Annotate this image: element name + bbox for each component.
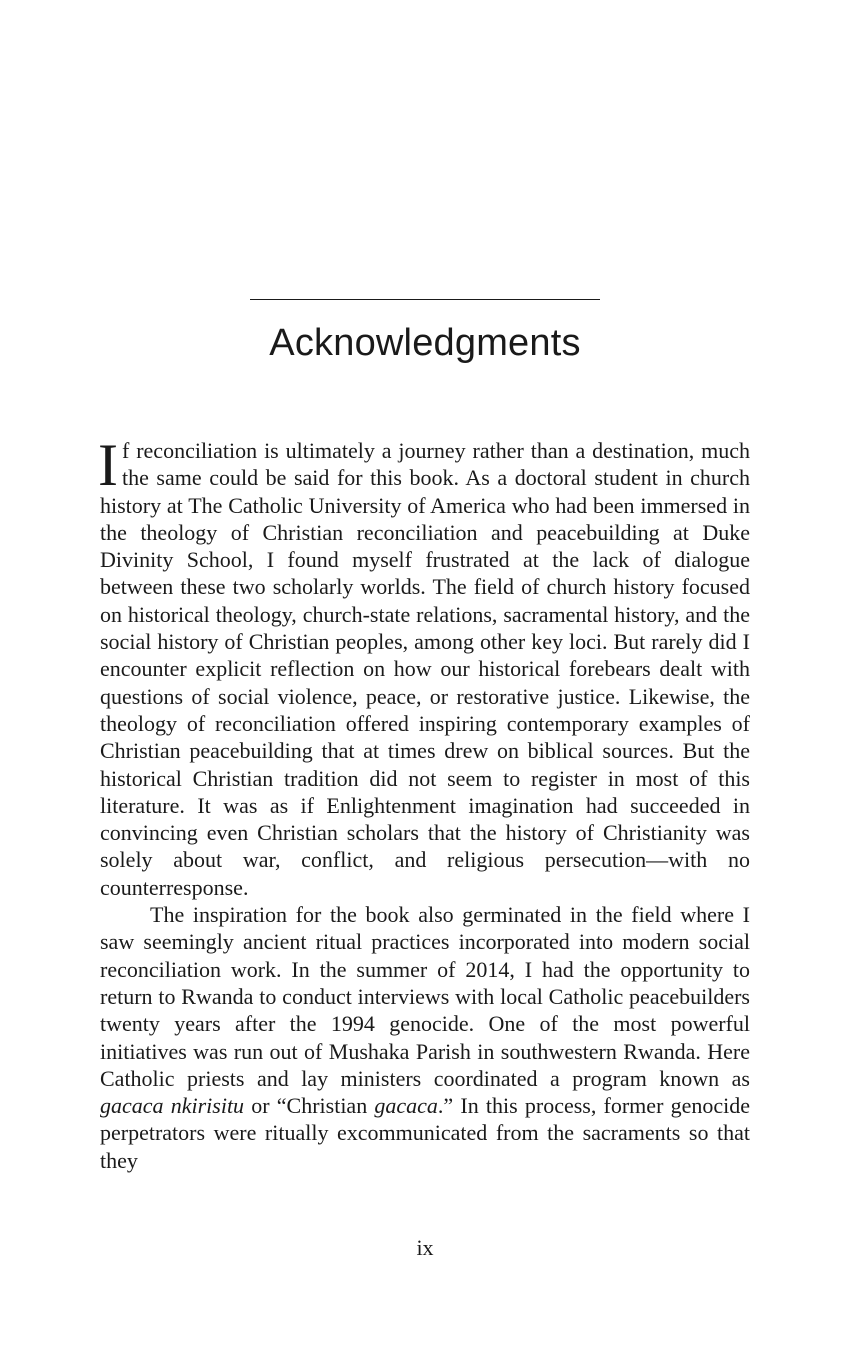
paragraph-1-text: f reconciliation is ultimately a journey rather than a destination, much the same could be said for this book. As a doctoral student in church history at The Catholic University of America who had been immersed in the theology of Christian reconciliation and peacebuilding at Duke Divinity School, I found myself frustrated at the lack of dialogue between these two scholarly worlds. The field of church history focused on historical theology, church-state relations, sacramental history, and the social history of Christian peoples, among other key loci. But rarely did I encounter explicit reflection on how our historical forebears dealt with questions of social violence, peace, or restorative justice. Likewise, the theology of reconciliation offered inspiring contemporary examples of Christian peacebuilding that at times drew on biblical sources. But the historical Christian tradition did not seem to register in most of this literature. It was as if Enlightenment imagination had succeeded in convincing even Christian scholars that the history of Christianity was solely about war, conflict, and religious persecution—with no counterresponse. xyxy=(100,438,750,900)
page-number: ix xyxy=(416,1235,434,1260)
paragraph-2-text-a: The inspiration for the book also germinated in the field where I saw seemingly ancient ritual practices incorporated into modern social reconciliation work. In the summer of 2014, I had the opportunity to return to Rwanda to conduct interviews with local Catholic peacebuilders twenty years after the 1994 genocide. One of the most powerful initiatives was run out of Mushaka Parish in southwestern Rwanda. Here Catholic priests and lay ministers coordinated a program known as xyxy=(100,902,750,1091)
drop-cap: I xyxy=(98,432,118,498)
paragraph-2-text-b: or “Christian xyxy=(244,1093,375,1119)
body-text xyxy=(98,432,750,1174)
heading-rule xyxy=(250,299,600,300)
page-title: Acknowledgments xyxy=(269,322,581,364)
term-gacaca: gacaca xyxy=(374,1093,438,1119)
term-gacaca-nkirisitu: gacaca nkirisitu xyxy=(100,1093,245,1119)
paragraph-2-text-c: .” In this process, former genocide perpetrators were ritually excommunicated from the sacraments so that they xyxy=(100,1093,750,1173)
paragraph-2 xyxy=(100,901,750,1174)
paragraph-1 xyxy=(98,432,750,901)
